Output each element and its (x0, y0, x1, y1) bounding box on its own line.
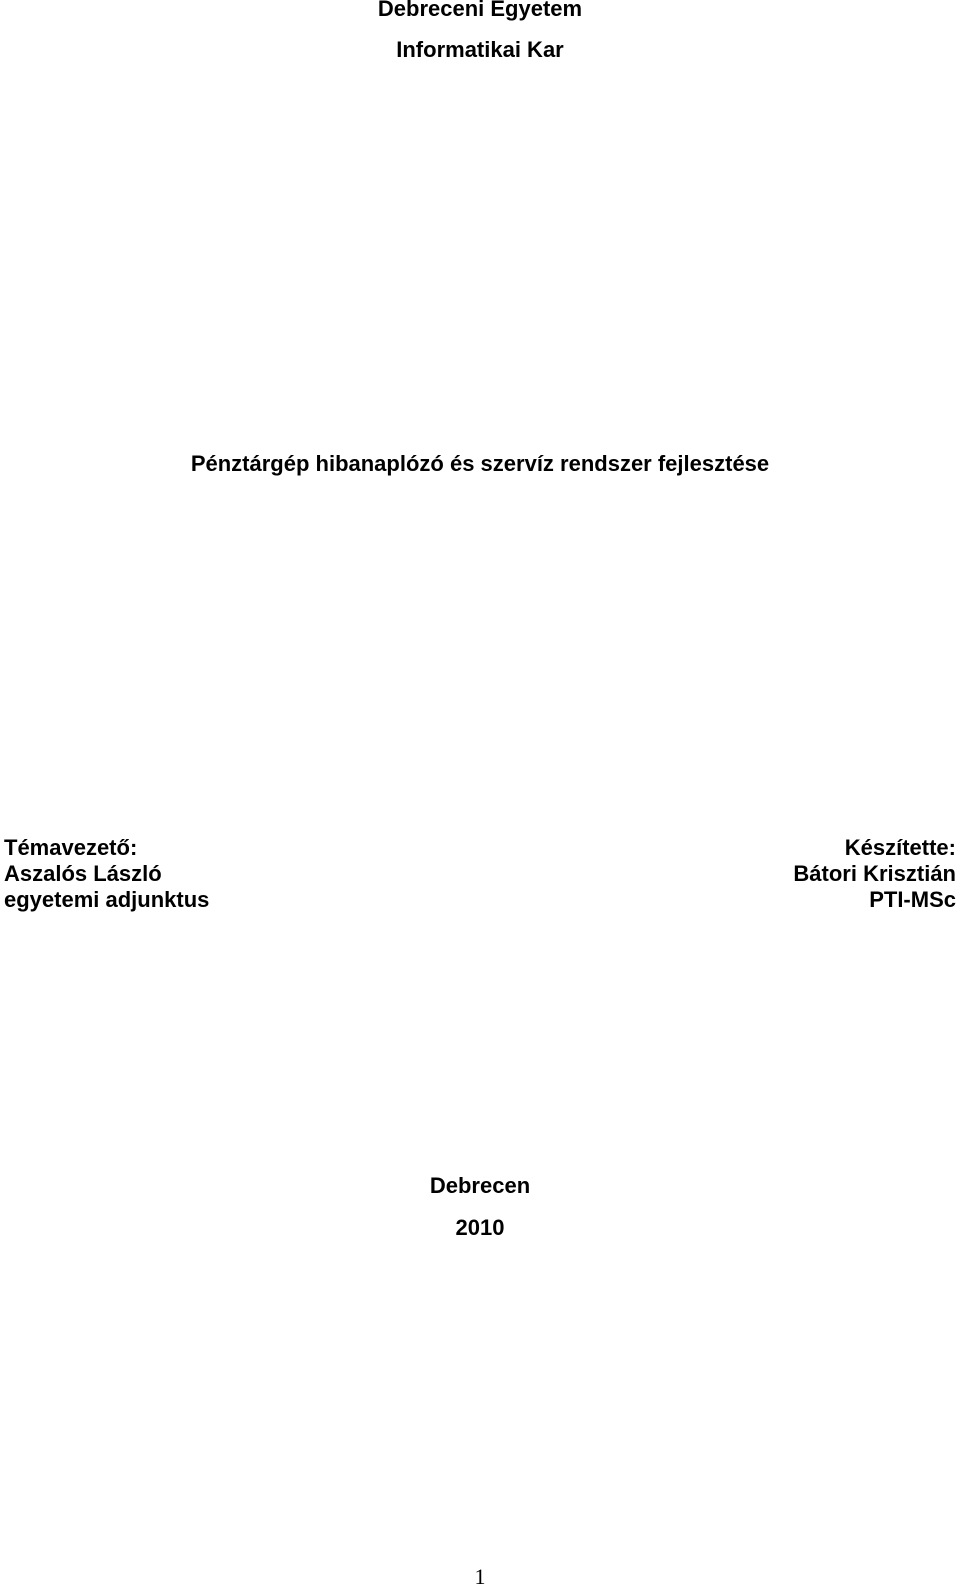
author-name: Bátori Krisztián (793, 861, 956, 886)
author-label: Készítette: (844, 835, 956, 860)
university-name: Debreceni Egyetem (377, 0, 583, 21)
supervisor-name: Aszalós László (4, 861, 162, 886)
year: 2010 (455, 1215, 505, 1240)
supervisor-label: Témavezető: (4, 835, 138, 860)
supervisor-position: egyetemi adjunktus (4, 887, 210, 912)
page-number: 1 (474, 1564, 486, 1589)
faculty-name: Informatikai Kar (396, 37, 564, 62)
city: Debrecen (429, 1173, 531, 1198)
supervisor-block (4, 835, 209, 913)
thesis-title: Pénztárgép hibanaplózó és szervíz rendszer fejlesztése (190, 451, 770, 476)
author-block (793, 835, 956, 913)
author-program: PTI-MSc (869, 887, 956, 912)
